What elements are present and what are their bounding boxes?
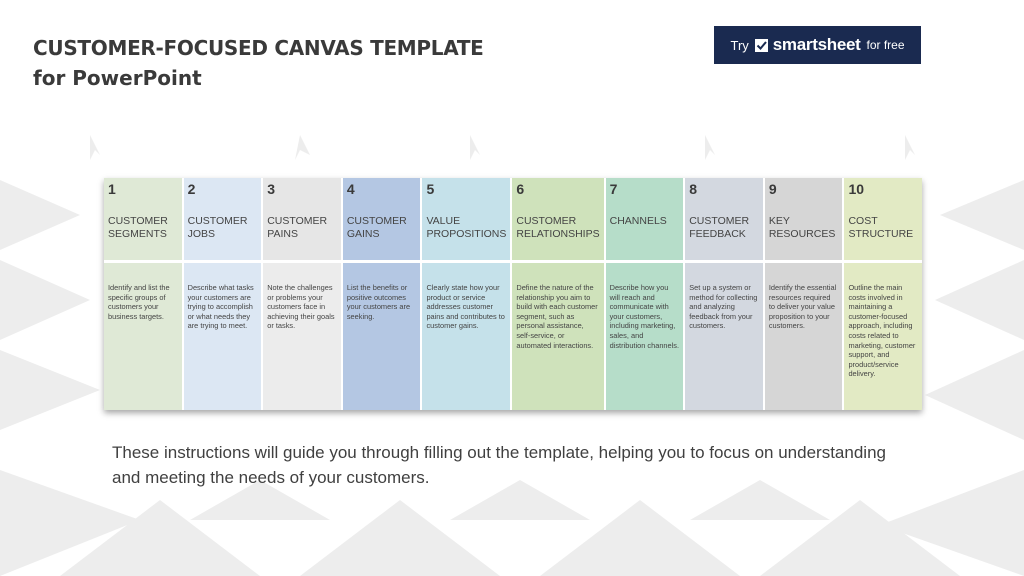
canvas-column xyxy=(422,178,510,410)
column-description: Clearly state how your product or service addresses customer pains and contributes to customer gains. xyxy=(426,283,505,331)
column-body xyxy=(844,263,922,410)
customer-canvas-table xyxy=(104,178,922,410)
column-label: CUSTOMER FEEDBACK xyxy=(689,215,750,240)
column-header xyxy=(104,178,182,260)
column-header xyxy=(765,178,843,260)
canvas-column xyxy=(844,178,922,410)
column-number: 3 xyxy=(267,181,276,197)
column-header xyxy=(263,178,341,260)
column-header xyxy=(512,178,603,260)
column-number: 7 xyxy=(609,181,618,197)
column-number: 6 xyxy=(516,181,525,197)
canvas-column xyxy=(765,178,843,410)
column-header xyxy=(606,178,684,260)
column-body xyxy=(685,263,763,410)
column-label: KEY RESOURCES xyxy=(768,215,836,240)
canvas-column xyxy=(104,178,182,410)
column-description: Identify the essential resources required to deliver your value proposition to your customers. xyxy=(768,283,837,331)
column-number: 8 xyxy=(689,181,698,197)
column-body xyxy=(343,263,421,410)
page-title xyxy=(33,33,484,93)
cta-suffix-label: for free xyxy=(866,38,905,52)
try-smartsheet-button[interactable] xyxy=(714,26,921,64)
column-description: Identify and list the specific groups of customers your business targets. xyxy=(108,283,170,321)
column-description: Define the nature of the relationship you aim to build with each customer segment, such as personal assistance, self-service, or automated interactions. xyxy=(516,283,598,350)
column-label: CUSTOMER JOBS xyxy=(187,215,248,240)
column-description: List the benefits or positive outcomes your customers are seeking. xyxy=(346,283,411,321)
column-number: 4 xyxy=(346,181,355,197)
smartsheet-check-icon xyxy=(755,39,768,52)
column-body xyxy=(765,263,843,410)
column-body xyxy=(606,263,684,410)
column-label: CUSTOMER SEGMENTS xyxy=(108,215,168,240)
title-line-2: for PowerPoint xyxy=(33,66,202,90)
cta-try-label: Try xyxy=(730,37,749,53)
column-description: Describe what tasks your customers are trying to accomplish or what needs they are trying to meet. xyxy=(187,283,254,331)
title-line-1: CUSTOMER-FOCUSED CANVAS TEMPLATE xyxy=(33,36,484,60)
canvas-column xyxy=(512,178,603,410)
canvas-column xyxy=(184,178,262,410)
column-body xyxy=(263,263,341,410)
column-header xyxy=(343,178,421,260)
column-body xyxy=(104,263,182,410)
instructions-text: These instructions will guide you through filling out the template, helping you to focus on understanding and meeting the needs of your customers. xyxy=(112,443,886,487)
column-label: CUSTOMER PAINS xyxy=(267,215,328,240)
cta-brand-label: smartsheet xyxy=(772,35,861,54)
column-label: CHANNELS xyxy=(609,215,667,227)
column-description: Outline the main costs involved in maintaining a customer-focused approach, including costs related to marketing, customer support, and product/service delivery. xyxy=(848,283,916,379)
column-header xyxy=(422,178,510,260)
canvas-column xyxy=(685,178,763,410)
column-body xyxy=(422,263,510,410)
column-description: Set up a system or method for collecting and analyzing feedback from your customers. xyxy=(689,283,758,331)
column-label: COST STRUCTURE xyxy=(848,215,914,240)
column-header xyxy=(685,178,763,260)
column-description: Note the challenges or problems your customers face in achieving their goals or tasks. xyxy=(267,283,335,331)
canvas-column xyxy=(606,178,684,410)
column-body xyxy=(512,263,603,410)
column-number: 9 xyxy=(768,181,777,197)
column-label: VALUE PROPOSITIONS xyxy=(426,215,507,240)
column-description: Describe how you will reach and communicate with your customers, including marketing, sales, and distribution channels. xyxy=(609,283,680,350)
column-number: 2 xyxy=(187,181,196,197)
column-label: CUSTOMER GAINS xyxy=(346,215,407,240)
column-header xyxy=(844,178,922,260)
column-number: 10 xyxy=(848,181,865,197)
column-number: 1 xyxy=(108,181,116,197)
canvas-column xyxy=(263,178,341,410)
column-label: CUSTOMER RELATIONSHIPS xyxy=(516,215,600,240)
column-number: 5 xyxy=(426,181,435,197)
canvas-column xyxy=(343,178,421,410)
column-header xyxy=(184,178,262,260)
column-body xyxy=(184,263,262,410)
